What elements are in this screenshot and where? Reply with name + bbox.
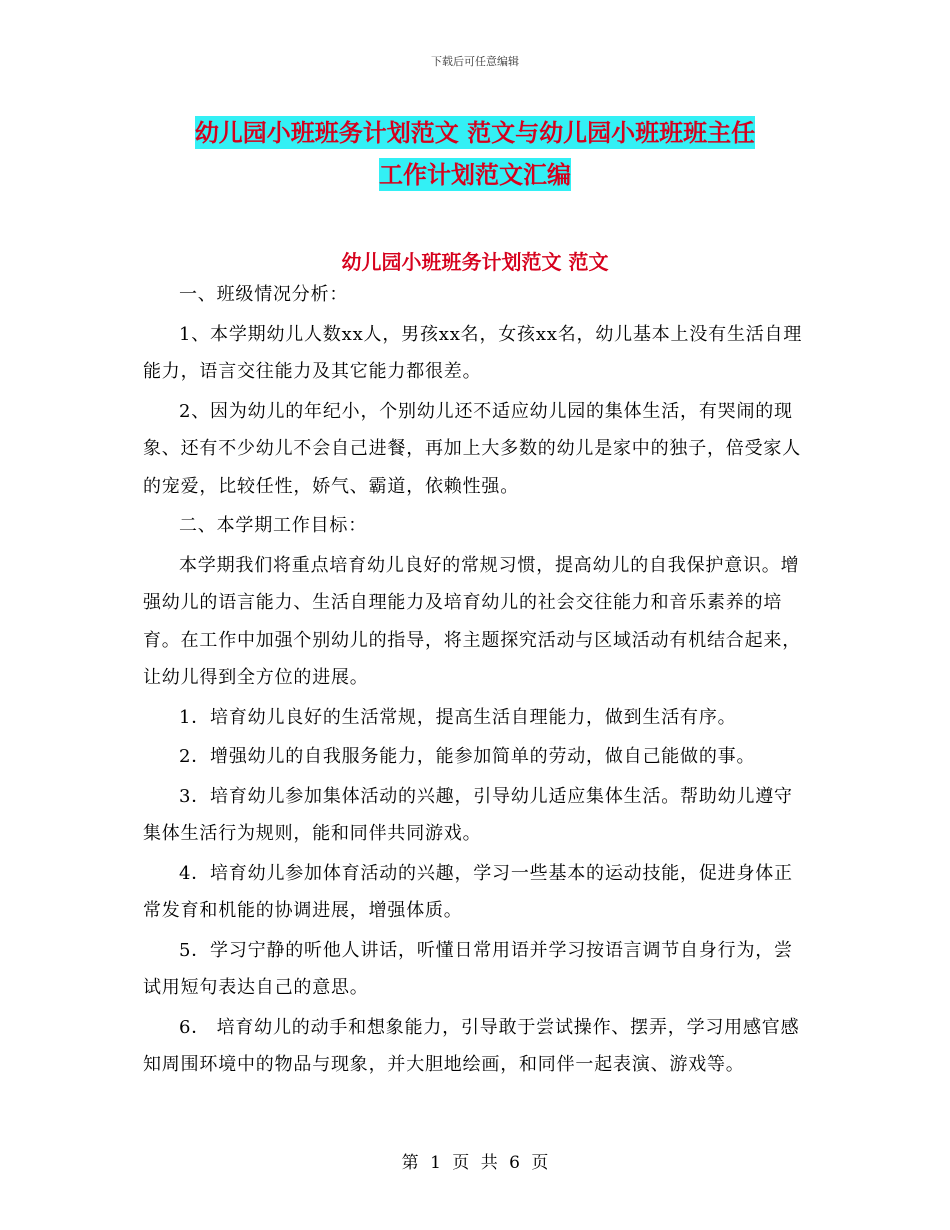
document-title-line-2: 工作计划范文汇编 [379,160,571,189]
heading-term-goals: 二、本学期工作目标： [179,515,367,536]
page-header-note: 下载后可任意编辑 [431,55,519,68]
paragraph-child-adaptation: 2、因为幼儿的年纪小，个别幼儿还不适应幼儿园的集体生活，有哭闹的现象、还有不少幼儿不会自己进餐，再加上大多数的幼儿是家中的独子，倍受家人的宠爱，比较任性，娇气、霸道，依赖性强。 [143,400,801,497]
document-title [0,112,950,196]
heading-class-analysis: 一、班级情况分析： [179,284,349,305]
document-title-line-1: 幼儿园小班班务计划范文 范文与幼儿园小班班班主任 [194,118,756,147]
list-item-goal-4: 4．培育幼儿参加体育活动的兴趣，学习一些基本的运动技能，促进身体正常发育和机能的协调进展，增强体质。 [143,862,793,921]
page-number: 第 1 页 共 6 页 [401,1153,549,1173]
list-item-goal-5: 5．学习宁静的听他人讲话，听懂日常用语并学习按语言调节自身行为，尝试用短句表达自己的意思。 [143,939,793,998]
paragraph-term-focus: 本学期我们将重点培育幼儿良好的常规习惯，提高幼儿的自我保护意识。增强幼儿的语言能力、生活自理能力及培育幼儿的社会交往能力和音乐素养的培育。在工作中加强个别幼儿的指导，将主题探究活动与区域活动有机结合起来，让幼儿得到全方位的进展。 [143,554,801,688]
paragraph-class-size: 1、本学期幼儿人数xx人，男孩xx名，女孩xx名，幼儿基本上没有生活自理能力，语言交往能力及其它能力都很差。 [143,323,803,382]
section-title: 幼儿园小班班务计划范文 范文 [341,250,609,274]
list-item-goal-3: 3．培育幼儿参加集体活动的兴趣，引导幼儿适应集体生活。帮助幼儿遵守集体生活行为规则，能和同伴共同游戏。 [143,785,793,844]
document-body [143,276,811,1084]
list-item-goal-6: 6． 培育幼儿的动手和想象能力，引导敢于尝试操作、摆弄，学习用感官感知周围环境中的物品与现象，并大胆地绘画，和同伴一起表演、游戏等。 [143,1016,800,1075]
list-item-goal-1: 1．培育幼儿良好的生活常规，提高生活自理能力，做到生活有序。 [179,706,737,728]
list-item-goal-2: 2．增强幼儿的自我服务能力，能参加简单的劳动，做自己能做的事。 [179,746,756,767]
